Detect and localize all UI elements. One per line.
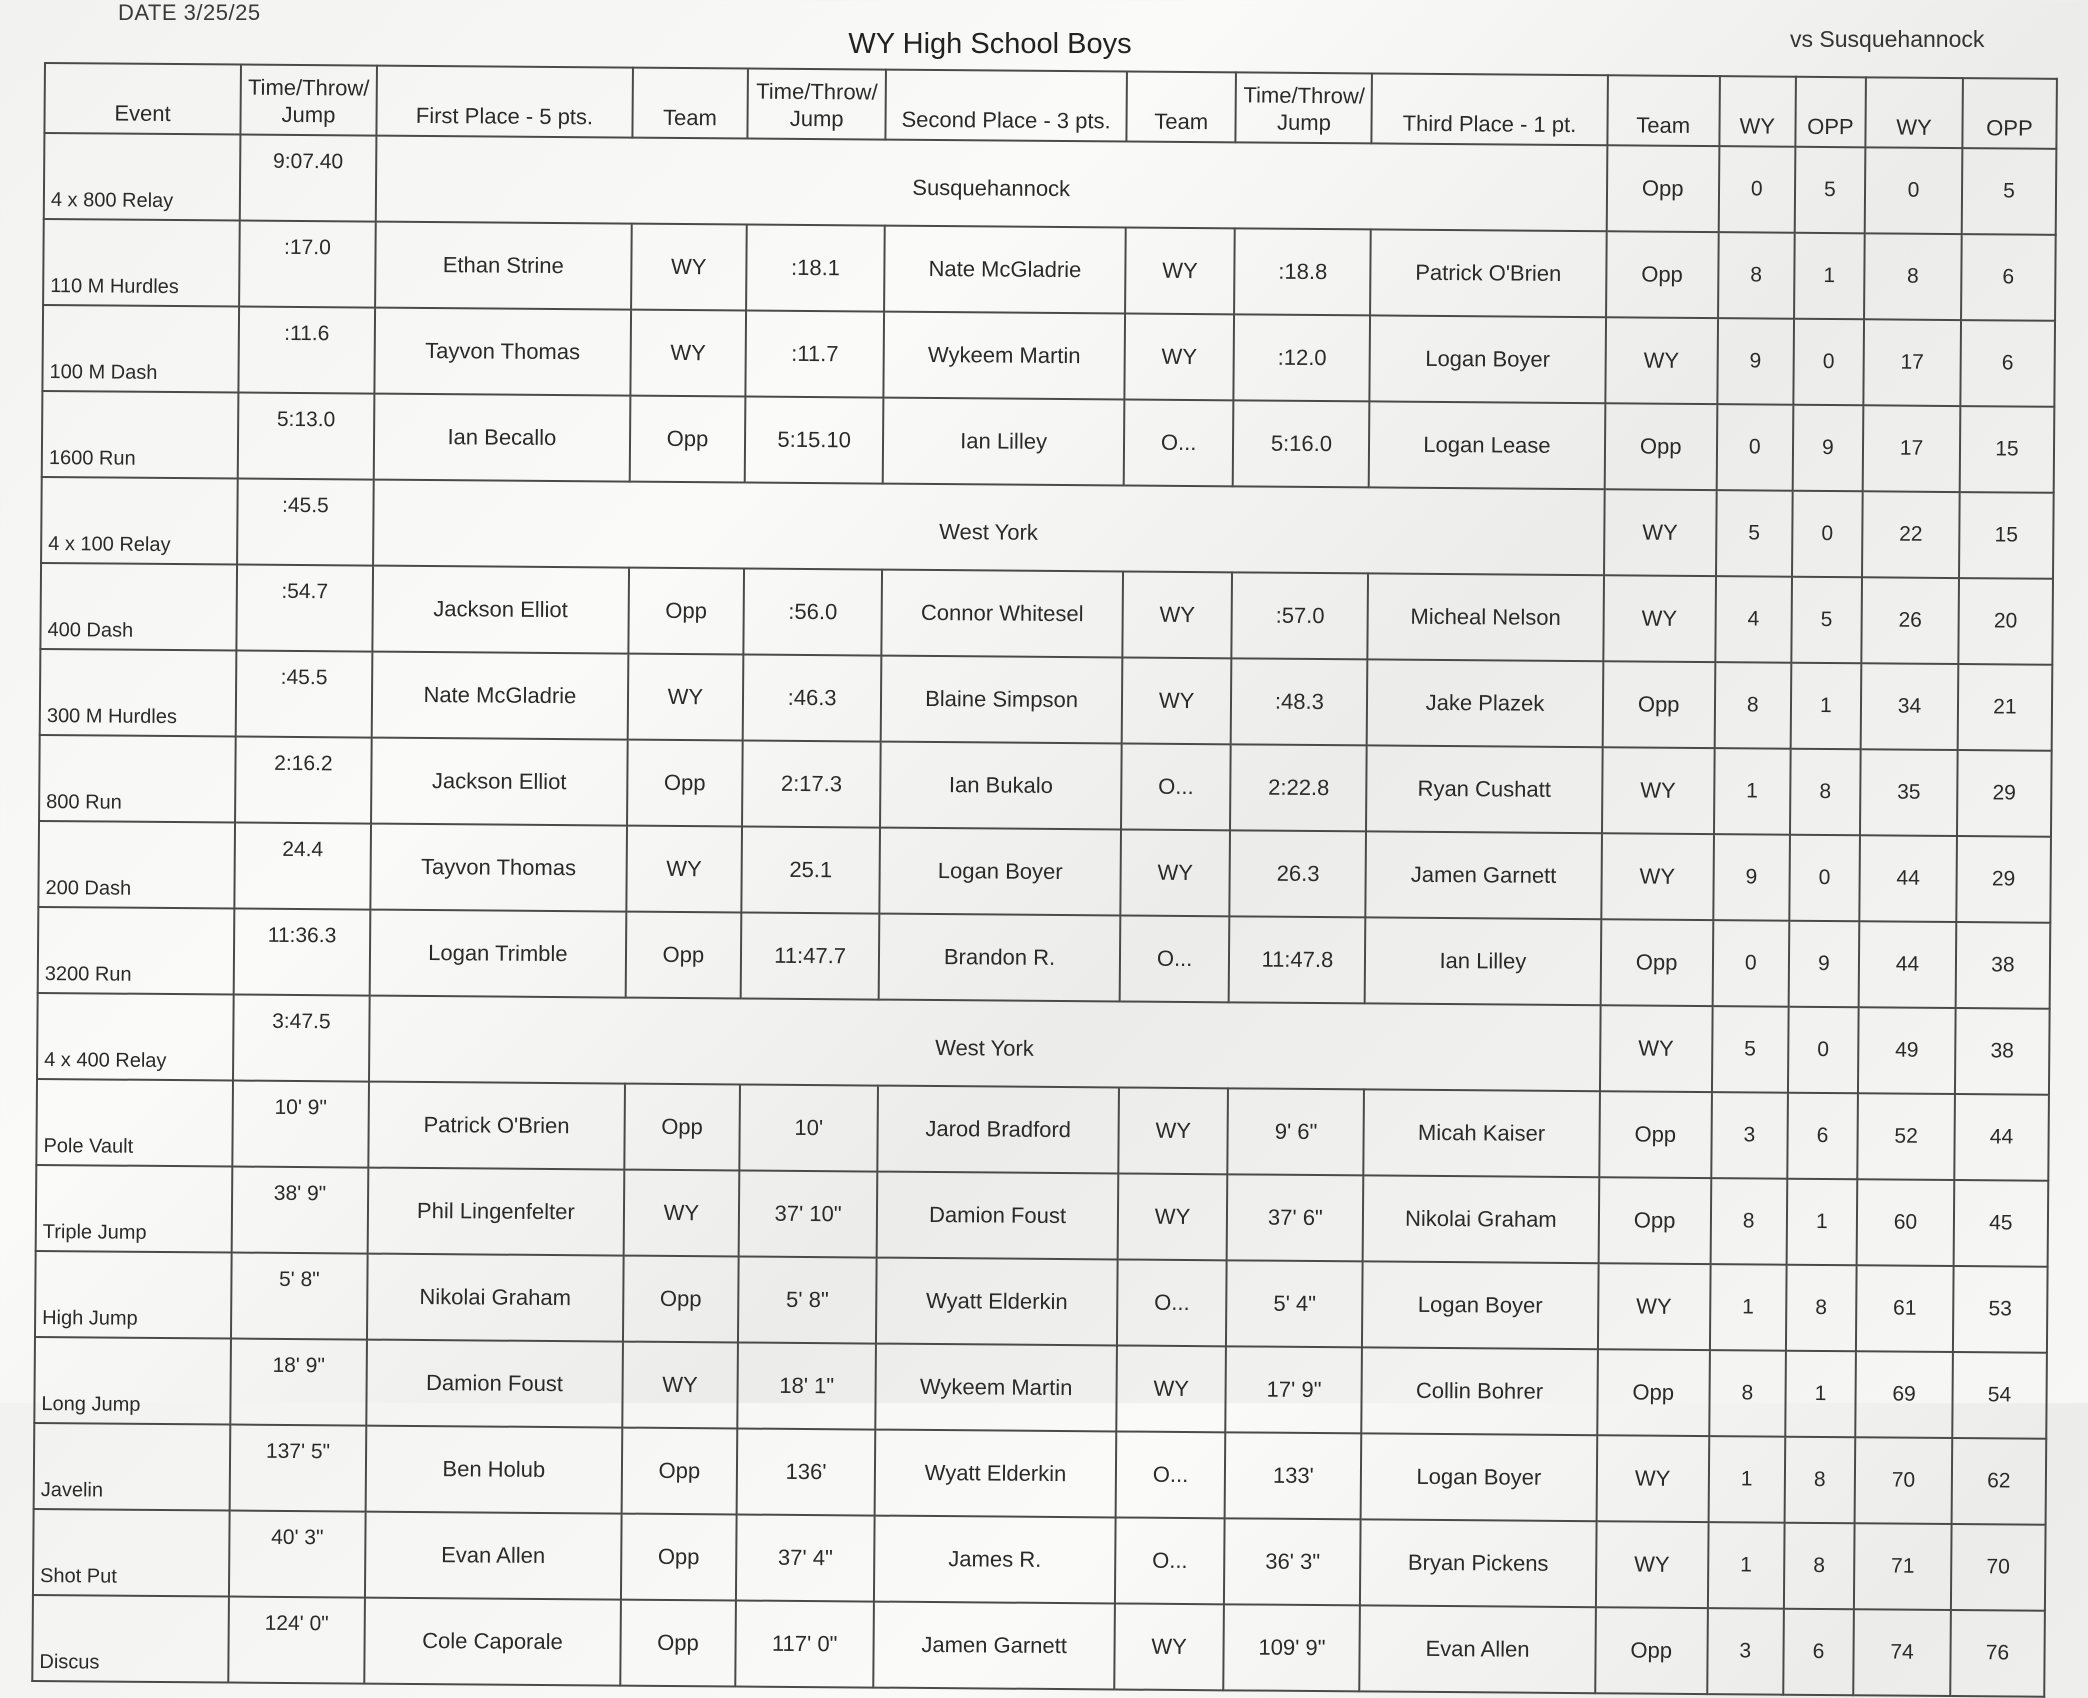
third-place-mark: 133' (1225, 1432, 1362, 1519)
wy-running-total: 0 (1865, 147, 1962, 234)
first-place-mark: 10' 9" (232, 1081, 369, 1168)
column-header: WY (1866, 77, 1963, 148)
wy-running-total: 69 (1855, 1351, 1952, 1438)
first-place-mark: 40' 3" (229, 1511, 366, 1598)
wy-event-points: 5 (1716, 490, 1792, 577)
relay-team: Opp (1606, 145, 1719, 232)
event-name: Pole Vault (36, 1079, 233, 1167)
wy-event-points: 4 (1715, 576, 1791, 663)
table-body (32, 133, 2056, 1697)
third-place-team: WY (1595, 1521, 1708, 1608)
opp-running-total: 5 (1962, 148, 2057, 235)
opp-event-points: 0 (1788, 1007, 1859, 1094)
second-place-name: James R. (874, 1516, 1115, 1604)
third-place-team: Opp (1598, 1177, 1711, 1264)
third-place-mark: 26.3 (1230, 830, 1367, 917)
second-place-mark: :11.7 (745, 311, 884, 398)
event-name: 4 x 800 Relay (44, 133, 241, 221)
first-place-name: Evan Allen (365, 1512, 622, 1600)
opp-running-total: 20 (1958, 578, 2053, 665)
opponent-label: vs Susquehannock (1790, 26, 1985, 52)
event-name: 800 Run (39, 735, 236, 823)
opp-running-total: 38 (1955, 1008, 2050, 1095)
opp-event-points: 9 (1792, 405, 1863, 492)
opp-event-points: 0 (1792, 491, 1863, 578)
second-place-team: O... (1123, 399, 1233, 486)
opp-running-total: 76 (1950, 1610, 2045, 1697)
second-place-team: WY (1121, 657, 1231, 744)
first-place-mark: 137' 5" (230, 1425, 367, 1512)
first-place-name: Ian Becallo (374, 394, 631, 482)
wy-event-points: 9 (1713, 834, 1789, 921)
column-header: OPP (1962, 78, 2057, 149)
wy-running-total: 35 (1860, 749, 1957, 836)
event-name: Long Jump (34, 1337, 231, 1425)
meet-date: DATE 3/25/25 (118, 0, 261, 25)
third-place-name: Evan Allen (1360, 1605, 1596, 1693)
first-place-name: Nate McGladrie (372, 652, 629, 740)
table-row (42, 305, 2055, 407)
table-row (40, 563, 2053, 665)
first-place-mark: :45.5 (237, 479, 374, 566)
table-row (41, 477, 2054, 579)
opp-running-total: 29 (1956, 836, 2051, 923)
third-place-name: Ian Lilley (1365, 917, 1601, 1005)
opp-event-points: 9 (1788, 921, 1859, 1008)
results-table (31, 62, 2058, 1698)
wy-event-points: 8 (1718, 232, 1794, 319)
wy-running-total: 70 (1855, 1437, 1952, 1524)
second-place-team: WY (1114, 1603, 1224, 1690)
first-place-name: Ethan Strine (375, 222, 632, 310)
first-place-mark: 38' 9" (232, 1167, 369, 1254)
first-place-mark: 24.4 (234, 823, 371, 910)
second-place-team: WY (1118, 1087, 1228, 1174)
table-row (38, 907, 2051, 1009)
third-place-team: Opp (1602, 661, 1715, 748)
first-place-team: Opp (622, 1428, 738, 1515)
opp-event-points: 8 (1784, 1437, 1855, 1524)
table-row (35, 1251, 2048, 1353)
relay-team: WY (1604, 489, 1717, 576)
third-place-team: WY (1596, 1435, 1709, 1522)
third-place-team: Opp (1595, 1607, 1708, 1694)
column-header: Time/Throw/ Jump (1236, 72, 1372, 143)
first-place-name: Cole Caporale (364, 1598, 621, 1686)
event-name: Triple Jump (36, 1165, 233, 1253)
first-place-team: WY (626, 826, 742, 913)
third-place-name: Ryan Cushatt (1366, 745, 1602, 833)
column-header: Time/Throw/ Jump (240, 65, 376, 136)
third-place-name: Jake Plazek (1367, 659, 1603, 747)
first-place-team: Opp (621, 1514, 737, 1601)
column-header: Team (1607, 75, 1720, 146)
third-place-mark: 11:47.8 (1229, 916, 1366, 1003)
opp-running-total: 62 (1951, 1438, 2046, 1525)
second-place-name: Blaine Simpson (881, 656, 1122, 744)
opp-running-total: 54 (1952, 1352, 2047, 1439)
third-place-name: Collin Bohrer (1362, 1347, 1598, 1435)
second-place-mark: 11:47.7 (741, 913, 880, 1000)
first-place-team: Opp (624, 1084, 740, 1171)
opp-event-points: 0 (1789, 835, 1860, 922)
first-place-team: WY (631, 224, 747, 311)
third-place-mark: 109' 9" (1224, 1604, 1361, 1691)
opp-running-total: 38 (1955, 922, 2050, 1009)
table-row (33, 1509, 2046, 1611)
column-header: First Place - 5 pts. (376, 66, 633, 138)
first-place-name: Jackson Elliot (372, 566, 629, 654)
opp-event-points: 0 (1793, 319, 1864, 406)
third-place-name: Jamen Garnett (1366, 831, 1602, 919)
event-name: Javelin (34, 1423, 231, 1511)
second-place-team: WY (1124, 313, 1234, 400)
event-name: 4 x 100 Relay (41, 477, 238, 565)
opp-event-points: 8 (1786, 1265, 1857, 1352)
opp-running-total: 29 (1957, 750, 2052, 837)
first-place-mark: :54.7 (236, 565, 373, 652)
relay-winner: West York (369, 996, 1600, 1092)
opp-running-total: 21 (1957, 664, 2052, 751)
opp-running-total: 44 (1954, 1094, 2049, 1181)
wy-event-points: 0 (1717, 404, 1793, 491)
wy-running-total: 17 (1864, 319, 1961, 406)
column-header: Time/Throw/ Jump (747, 69, 886, 140)
third-place-mark: :48.3 (1231, 658, 1368, 745)
first-place-name: Logan Trimble (370, 910, 627, 998)
column-header: Second Place - 3 pts. (886, 70, 1127, 142)
event-name: 200 Dash (38, 821, 235, 909)
opp-event-points: 8 (1790, 749, 1861, 836)
first-place-team: Opp (630, 396, 746, 483)
opp-running-total: 15 (1960, 406, 2055, 493)
column-header: Third Place - 1 pt. (1372, 73, 1608, 145)
wy-event-points: 1 (1708, 1436, 1784, 1523)
wy-running-total: 26 (1862, 577, 1959, 664)
second-place-team: O... (1121, 743, 1231, 830)
table-row (44, 133, 2057, 235)
table-row (34, 1423, 2047, 1525)
wy-running-total: 44 (1859, 835, 1956, 922)
column-header: OPP (1795, 77, 1866, 148)
first-place-name: Nikolai Graham (367, 1254, 624, 1342)
first-place-mark: 18' 9" (230, 1339, 367, 1426)
third-place-name: Patrick O'Brien (1370, 229, 1606, 317)
column-header: Event (44, 63, 241, 135)
third-place-name: Logan Boyer (1370, 315, 1606, 403)
first-place-name: Jackson Elliot (371, 738, 628, 826)
opp-event-points: 1 (1794, 233, 1865, 320)
table-row (39, 735, 2052, 837)
third-place-name: Logan Boyer (1362, 1261, 1598, 1349)
wy-running-total: 22 (1862, 491, 1959, 578)
second-place-name: Jarod Bradford (878, 1086, 1119, 1174)
opp-running-total: 15 (1959, 492, 2054, 579)
table-row (32, 1595, 2045, 1697)
second-place-team: O... (1115, 1517, 1225, 1604)
second-place-team: O... (1117, 1259, 1227, 1346)
second-place-team: WY (1125, 227, 1235, 314)
opp-event-points: 1 (1785, 1351, 1856, 1438)
opp-running-total: 45 (1953, 1180, 2048, 1267)
wy-event-points: 9 (1717, 318, 1793, 405)
wy-running-total: 71 (1854, 1523, 1951, 1610)
event-name: Discus (32, 1595, 229, 1683)
opp-event-points: 5 (1794, 147, 1865, 234)
third-place-mark: :57.0 (1232, 572, 1369, 659)
event-name: Shot Put (33, 1509, 230, 1597)
second-place-name: Logan Boyer (880, 828, 1121, 916)
second-place-team: WY (1116, 1345, 1226, 1432)
first-place-team: WY (624, 1170, 740, 1257)
wy-event-points: 1 (1710, 1264, 1786, 1351)
first-place-name: Patrick O'Brien (368, 1082, 625, 1170)
second-place-name: Damion Foust (877, 1172, 1118, 1260)
third-place-mark: 5' 4" (1226, 1260, 1363, 1347)
second-place-mark: 2:17.3 (742, 741, 881, 828)
first-place-name: Tayvon Thomas (374, 308, 631, 396)
third-place-team: WY (1605, 317, 1718, 404)
table-row (43, 219, 2056, 321)
event-name: 400 Dash (40, 563, 237, 651)
second-place-name: Wykeem Martin (876, 1344, 1117, 1432)
first-place-team: Opp (626, 912, 742, 999)
column-header: WY (1719, 76, 1795, 147)
table-row (42, 391, 2055, 493)
third-place-team: Opp (1599, 1091, 1712, 1178)
third-place-team: WY (1597, 1263, 1710, 1350)
opp-running-total: 6 (1961, 234, 2056, 321)
wy-event-points: 8 (1710, 1178, 1786, 1265)
third-place-team: WY (1602, 747, 1715, 834)
second-place-mark: 10' (739, 1084, 878, 1171)
third-place-mark: 2:22.8 (1230, 744, 1367, 831)
opp-event-points: 5 (1791, 577, 1862, 664)
second-place-mark: 117' 0" (735, 1600, 874, 1687)
third-place-mark: 17' 9" (1226, 1346, 1363, 1433)
relay-winner: West York (373, 480, 1604, 576)
second-place-mark: 37' 10" (739, 1170, 878, 1257)
first-place-mark: 2:16.2 (235, 737, 372, 824)
second-place-name: Wykeem Martin (884, 312, 1125, 400)
event-name: 1600 Run (42, 391, 239, 479)
third-place-mark: 9' 6" (1228, 1088, 1365, 1175)
second-place-team: O... (1119, 915, 1229, 1002)
third-place-name: Micheal Nelson (1368, 573, 1604, 661)
event-name: 3200 Run (38, 907, 235, 995)
second-place-team: O... (1115, 1431, 1225, 1518)
third-place-mark: 5:16.0 (1233, 400, 1370, 487)
second-place-mark: 18' 1" (737, 1342, 876, 1429)
third-place-team: Opp (1597, 1349, 1710, 1436)
second-place-mark: :18.1 (746, 225, 885, 312)
first-place-name: Ben Holub (365, 1426, 622, 1514)
wy-event-points: 5 (1712, 1006, 1788, 1093)
first-place-mark: :45.5 (236, 651, 373, 738)
wy-running-total: 34 (1861, 663, 1958, 750)
table-row (37, 993, 2050, 1095)
table-row (40, 649, 2053, 751)
first-place-mark: 11:36.3 (234, 909, 371, 996)
opp-event-points: 6 (1783, 1609, 1854, 1696)
second-place-mark: 25.1 (741, 827, 880, 914)
wy-running-total: 60 (1857, 1179, 1954, 1266)
third-place-name: Logan Lease (1369, 401, 1605, 489)
third-place-mark: :12.0 (1234, 314, 1371, 401)
second-place-team: WY (1117, 1173, 1227, 1260)
wy-running-total: 74 (1853, 1609, 1950, 1696)
opp-event-points: 6 (1787, 1093, 1858, 1180)
first-place-team: Opp (623, 1256, 739, 1343)
wy-running-total: 44 (1859, 921, 1956, 1008)
first-place-mark: 124' 0" (228, 1596, 365, 1683)
second-place-mark: :56.0 (743, 569, 882, 656)
opp-event-points: 1 (1790, 663, 1861, 750)
event-name: 4 x 400 Relay (37, 993, 234, 1081)
first-place-team: Opp (620, 1600, 736, 1687)
opp-event-points: 8 (1784, 1523, 1855, 1610)
second-place-mark: 136' (736, 1428, 875, 1515)
relay-winner: Susquehannock (376, 136, 1607, 232)
second-place-mark: 5' 8" (738, 1256, 877, 1343)
second-place-name: Nate McGladrie (884, 226, 1125, 314)
relay-team: WY (1599, 1005, 1712, 1092)
third-place-team: WY (1601, 833, 1714, 920)
opp-event-points: 1 (1786, 1179, 1857, 1266)
table-row (38, 821, 2051, 923)
wy-event-points: 8 (1715, 662, 1791, 749)
opp-running-total: 6 (1960, 320, 2055, 407)
table-row (36, 1079, 2049, 1181)
column-header: Team (632, 68, 748, 139)
third-place-name: Micah Kaiser (1364, 1089, 1600, 1177)
wy-running-total: 8 (1864, 233, 1961, 320)
third-place-team: WY (1603, 575, 1716, 662)
wy-event-points: 3 (1711, 1092, 1787, 1179)
third-place-mark: 36' 3" (1224, 1518, 1361, 1605)
wy-event-points: 1 (1714, 748, 1790, 835)
wy-running-total: 49 (1858, 1007, 1955, 1094)
table-row (36, 1165, 2049, 1267)
second-place-mark: 37' 4" (736, 1514, 875, 1601)
third-place-mark: 37' 6" (1227, 1174, 1364, 1261)
column-header: Team (1126, 72, 1236, 143)
third-place-team: Opp (1604, 403, 1717, 490)
third-place-mark: :18.8 (1235, 228, 1372, 315)
second-place-name: Jamen Garnett (874, 1602, 1115, 1690)
page-title: WY High School Boys (848, 28, 1132, 60)
third-place-name: Logan Boyer (1361, 1433, 1597, 1521)
second-place-name: Wyatt Elderkin (876, 1258, 1117, 1346)
third-place-name: Bryan Pickens (1360, 1519, 1596, 1607)
first-place-name: Phil Lingenfelter (367, 1168, 624, 1256)
event-name: 110 M Hurdles (43, 219, 240, 307)
table-row (34, 1337, 2047, 1439)
first-place-team: Opp (628, 568, 744, 655)
event-name: 100 M Dash (42, 305, 239, 393)
first-place-mark: :11.6 (238, 307, 375, 394)
event-name: High Jump (35, 1251, 232, 1339)
second-place-name: Wyatt Elderkin (875, 1430, 1116, 1518)
first-place-mark: 9:07.40 (240, 135, 377, 222)
wy-event-points: 3 (1707, 1608, 1783, 1695)
third-place-name: Nikolai Graham (1363, 1175, 1599, 1263)
wy-event-points: 1 (1708, 1522, 1784, 1609)
event-name: 300 M Hurdles (40, 649, 237, 737)
first-place-team: Opp (627, 740, 743, 827)
second-place-name: Connor Whitesel (882, 570, 1123, 658)
opp-running-total: 53 (1953, 1266, 2048, 1353)
second-place-name: Ian Lilley (883, 398, 1124, 486)
first-place-mark: 5:13.0 (238, 393, 375, 480)
first-place-team: WY (628, 654, 744, 741)
third-place-team: Opp (1606, 231, 1719, 318)
second-place-mark: 5:15.10 (745, 397, 884, 484)
second-place-team: WY (1120, 829, 1230, 916)
second-place-team: WY (1122, 571, 1232, 658)
wy-running-total: 17 (1863, 405, 1960, 492)
second-place-name: Brandon R. (879, 914, 1120, 1002)
opp-running-total: 70 (1951, 1524, 2046, 1611)
first-place-team: WY (622, 1342, 738, 1429)
first-place-name: Tayvon Thomas (370, 824, 627, 912)
wy-event-points: 0 (1712, 920, 1788, 1007)
first-place-team: WY (630, 310, 746, 397)
second-place-name: Ian Bukalo (880, 742, 1121, 830)
wy-running-total: 52 (1857, 1093, 1954, 1180)
first-place-mark: :17.0 (239, 221, 376, 308)
first-place-mark: 3:47.5 (233, 995, 370, 1082)
wy-running-total: 61 (1856, 1265, 1953, 1352)
wy-event-points: 0 (1719, 146, 1795, 233)
first-place-mark: 5' 8" (231, 1253, 368, 1340)
wy-event-points: 8 (1709, 1350, 1785, 1437)
second-place-mark: :46.3 (743, 655, 882, 742)
third-place-team: Opp (1600, 919, 1713, 1006)
first-place-name: Damion Foust (366, 1340, 623, 1428)
